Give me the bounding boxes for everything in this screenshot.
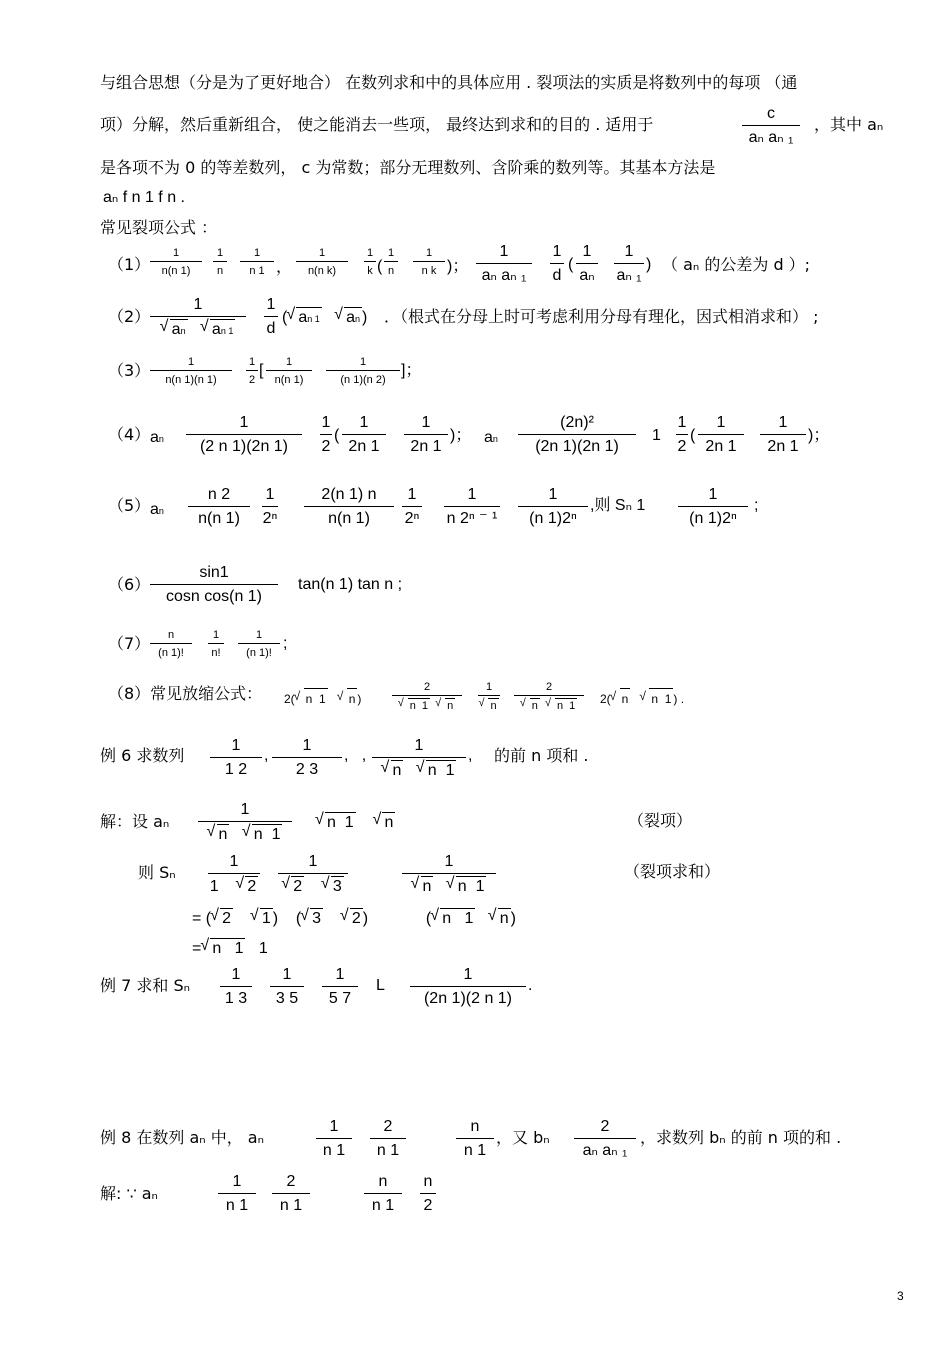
- ex8-sol-term-2: 2 n 1: [272, 1172, 310, 1216]
- formula-2-note: ．（根式在分母上时可考虑利用分母有理化，因式相消求和） ;: [384, 307, 819, 326]
- ex6-then-note: （裂项求和）: [624, 862, 721, 881]
- formula-8-frac-b: 2 √ n 1 √ n: [392, 680, 462, 713]
- formula-5-frac-c: 2(n 1) n n(n 1): [304, 485, 394, 529]
- intro-line-2a: 项）分解，然后重新组合， 使之能消去一些项， 最终达到求和的目的 . 适用于: [100, 115, 654, 134]
- formula-1-frac-g: 1 n k: [413, 246, 445, 278]
- formula-6-label: （6）: [108, 575, 151, 594]
- formula-1-frac-a: 1 n(n 1): [150, 246, 202, 278]
- formula-4-frac-h: 1 2n 1: [760, 413, 806, 457]
- ex7-term-3: 1 5 7: [322, 965, 358, 1009]
- formula-6-rhs: tan(n 1) tan n ;: [298, 576, 403, 593]
- formula-8-lhs: 2(√ n 1 √ n ): [284, 688, 361, 709]
- formula-2-frac-a: 1 √ an √ an 1: [150, 295, 246, 341]
- formula-2-rhs: (√ an 1 √ an ): [282, 307, 367, 329]
- intro-line-5: 常见裂项公式 ：: [100, 218, 218, 237]
- formula-5-frac-a: n 2 n(n 1): [188, 485, 250, 529]
- formula-1-frac-j: 1 aₙ: [576, 242, 598, 286]
- ex7-label: 例 7 求和 Sₙ: [100, 976, 190, 995]
- formula-4-label: （4）: [108, 425, 151, 444]
- ex6-tail: 的前 n 项和 .: [494, 746, 589, 765]
- ex6-term-1: 1 1 2: [210, 736, 262, 780]
- ex8-tail: ，求数列 bₙ 的前 n 项的和 .: [640, 1128, 842, 1147]
- formula-2-label: （2）: [108, 307, 151, 326]
- document-page: 与组合思想（分是为了更好地合） 在数列求和中的具体应用 . 裂项法的实质是将数列中的每项 （通 项）分解，然后重新组合， 使之能消去一些项， 最终达到求和的目的 . 适用于 c aₙ aₙ ₁ ，其中 aₙ 是各项不为 0 的等差数列， c 为常数；部分无理数列、含阶乘的数列等。其基本方法是 aₙ f n 1 f n . 常见裂项公式 ： （1） 1 n(n 1) 1 n 1 n 1 ， 1 n(n k) 1 k ( 1 n 1 n k )； 1 aₙ aₙ ₁ 1 d ( 1 aₙ 1 aₙ ₁ ) （ aₙ 的公差为 d ）; （2） 1 √ an √ an 1 1 d (√ an 1 √ an ) ．（根式在分母上时可考虑利用分母有理化，因式相消求和） ; （3） 1 n(n 1)(n 1) 1 2 [ 1 n(n 1) 1 (n 1)(n 2) ]； （4） an 1 (2 n 1)(2n 1) 1 2 ( 1 2n 1 1 2n 1 )； an (2n)² (2n 1)(2n 1) 1 1 2 ( 1 2n 1 1 2n 1 )； （5） an n 2 n(n 1) 1 2ⁿ 2(n 1) n n(n 1) 1 2ⁿ 1 n 2ⁿ ⁻ ¹ 1 (n 1)2ⁿ ,则 Sₙ 1 1 (n 1)2ⁿ ; （6） sin1 cosn cos(n 1) tan(n 1) tan n ; （7） n (n 1)! 1 n! 1 (n 1)! ; （8）常见放缩公式： 2(√ n 1 √ n ) 2 √ n 1 √ n 1 √ n 2 √ n √ n 1 2(√ n √ n 1 ) . 例 6 求数列 1 1 2 , 1 2 3 , , 1 √ n √ n 1 , 的前 n 项和 . 解：设 aₙ 1 √ n √ n 1 √ n 1 √ n （裂项） 则 Sₙ 1 1 √ 2 1 √ 2 √ 3 1 √ n √ n 1 （裂项求和） = (√ 2 √ 1 ) (√ 3 √ 2 ) (√ n 1 √ n ) =√ n 1 1 例 7 求和 Sₙ 1 1 3 1 3 5 1 5 7 L 1 (2n 1)(2 n 1) . 例 8 在数列 aₙ 中， aₙ 1 n 1 2 n 1 n n 1 ，又 bₙ 2 aₙ aₙ ₁ ，求数列 bₙ 的前 n 项的和 . 解: ∵ aₙ 1 n 1 2 n 1 n n 1 n 2 3: [0, 0, 950, 1345]
- formula-3-frac-b: 1 2: [246, 355, 258, 387]
- formula-5-label: （5）: [108, 496, 151, 515]
- formula-4-frac-e: (2n)² (2n 1)(2n 1): [518, 413, 636, 457]
- formula-6-frac: sin1 cosn cos(n 1): [150, 563, 278, 607]
- ex8-mid: ，又 bₙ: [496, 1128, 550, 1147]
- formula-4-frac-f: 1 2: [677, 414, 687, 455]
- ex7-term-1: 1 1 3: [220, 965, 252, 1009]
- formula-1-label: （1）: [108, 255, 151, 274]
- intro-fraction: c aₙ aₙ ₁: [742, 104, 800, 148]
- formula-4-frac-a: 1 (2 n 1)(2n 1): [186, 413, 302, 457]
- formula-1-frac-h: 1 aₙ aₙ ₁: [476, 242, 532, 286]
- formula-7-frac-c: 1 (n 1)!: [238, 628, 280, 660]
- formula-4-frac-g: 1 2n 1: [698, 413, 744, 457]
- intro-line-4: aₙ f n 1 f n .: [103, 189, 185, 206]
- ex8-term-n: n n 1: [456, 1117, 494, 1161]
- ex6-then-term-n: 1 √ n √ n 1: [402, 852, 496, 897]
- ex6-term-2: 1 2 3: [272, 736, 342, 780]
- formula-4-frac-d: 1 2n 1: [404, 413, 448, 457]
- ex8-term-1: 1 n 1: [316, 1117, 352, 1161]
- ex7-dots: L: [376, 977, 385, 994]
- formula-7-frac-a: n (n 1)!: [150, 628, 192, 660]
- formula-3-label: （3）: [108, 361, 151, 380]
- formula-4-frac-b: 1 2: [321, 414, 331, 455]
- formula-1-note: （ aₙ 的公差为 d ）;: [662, 255, 811, 274]
- ex7-term-2: 1 3 5: [270, 965, 304, 1009]
- formula-4-frac-c: 1 2n 1: [342, 413, 386, 457]
- intro-line-2b: ，其中 aₙ: [814, 115, 884, 134]
- ex8-sol-result: n 2: [420, 1172, 436, 1216]
- formula-5-frac-g: 1 (n 1)2ⁿ: [678, 485, 748, 529]
- formula-3-frac-a: 1 n(n 1)(n 1): [150, 355, 232, 387]
- ex6-then-term-2: 1 √ 2 √ 3: [278, 852, 348, 897]
- formula-1-frac-b: 1 n: [213, 246, 227, 278]
- formula-5-mid: ,则 Sₙ 1: [590, 497, 646, 514]
- ex7-term-n: 1 (2n 1)(2 n 1): [410, 965, 526, 1009]
- formula-3-frac-d: 1 (n 1)(n 2): [326, 355, 400, 387]
- ex8-b-frac: 2 aₙ aₙ ₁: [574, 1117, 636, 1161]
- formula-3-frac-c: 1 n(n 1): [266, 355, 312, 387]
- formula-5-frac-f: 1 (n 1)2ⁿ: [518, 485, 588, 529]
- ex6-label: 例 6 求数列: [100, 746, 185, 765]
- formula-8-frac-d: 2 √ n √ n 1: [514, 680, 584, 713]
- formula-2-frac-b: 1 d: [264, 295, 278, 339]
- ex6-solution-label: 解：设 aₙ: [100, 812, 170, 831]
- ex6-line-3: = (√ 2 √ 1 ) (√ 3 √ 2 ) (√ n 1 √ n ): [192, 908, 516, 929]
- formula-1-frac-c: 1 n 1: [240, 246, 274, 278]
- ex6-then-label: 则 Sₙ: [138, 863, 176, 882]
- formula-8-label: （8）常见放缩公式：: [108, 684, 263, 703]
- ex6-term-3: 1 √ n √ n 1: [372, 736, 466, 781]
- formula-8-frac-c: 1 √ n: [478, 680, 500, 713]
- formula-5-frac-b: 1 2ⁿ: [262, 486, 278, 527]
- formula-1-frac-d: 1 n(n k): [296, 246, 348, 278]
- ex6-solution-frac: 1 √ n √ n 1: [198, 800, 292, 845]
- ex8-term-2: 2 n 1: [370, 1117, 406, 1161]
- intro-line-1: 与组合思想（分是为了更好地合） 在数列求和中的具体应用 . 裂项法的实质是将数列中的每项 （通: [100, 73, 798, 92]
- page-number: 3: [897, 1289, 904, 1303]
- ex8-sol-term-n: n n 1: [364, 1172, 402, 1216]
- formula-7-frac-b: 1 n!: [208, 628, 224, 660]
- ex8-solution-label: 解: ∵ aₙ: [100, 1184, 158, 1203]
- formula-1-frac-i: 1 d: [550, 242, 564, 286]
- ex8-label: 例 8 在数列 aₙ 中， aₙ: [100, 1128, 264, 1147]
- ex6-then-term-1: 1 1 √ 2: [208, 852, 260, 897]
- formula-1-comma: ，: [276, 257, 293, 276]
- formula-1-frac-f: 1 n: [384, 246, 398, 278]
- ex8-sol-term-1: 1 n 1: [218, 1172, 256, 1216]
- formula-8-rhs: 2(√ n √ n 1 ) .: [600, 688, 684, 709]
- formula-1-frac-e: 1 k: [364, 246, 376, 278]
- ex6-solution-rhs: √ n 1 √ n: [316, 812, 395, 833]
- ex6-solution-note: （裂项）: [628, 811, 693, 830]
- formula-5-frac-d: 1 2ⁿ: [402, 485, 422, 529]
- formula-1-frac-k: 1 aₙ ₁: [614, 242, 644, 286]
- intro-line-3: 是各项不为 0 的等差数列， c 为常数；部分无理数列、含阶乘的数列等。其基本方法是: [100, 158, 716, 177]
- formula-7-label: （7）: [108, 634, 151, 653]
- formula-5-frac-e: 1 n 2ⁿ ⁻ ¹: [444, 485, 500, 529]
- ex6-line-4: =√ n 1 1: [192, 938, 268, 959]
